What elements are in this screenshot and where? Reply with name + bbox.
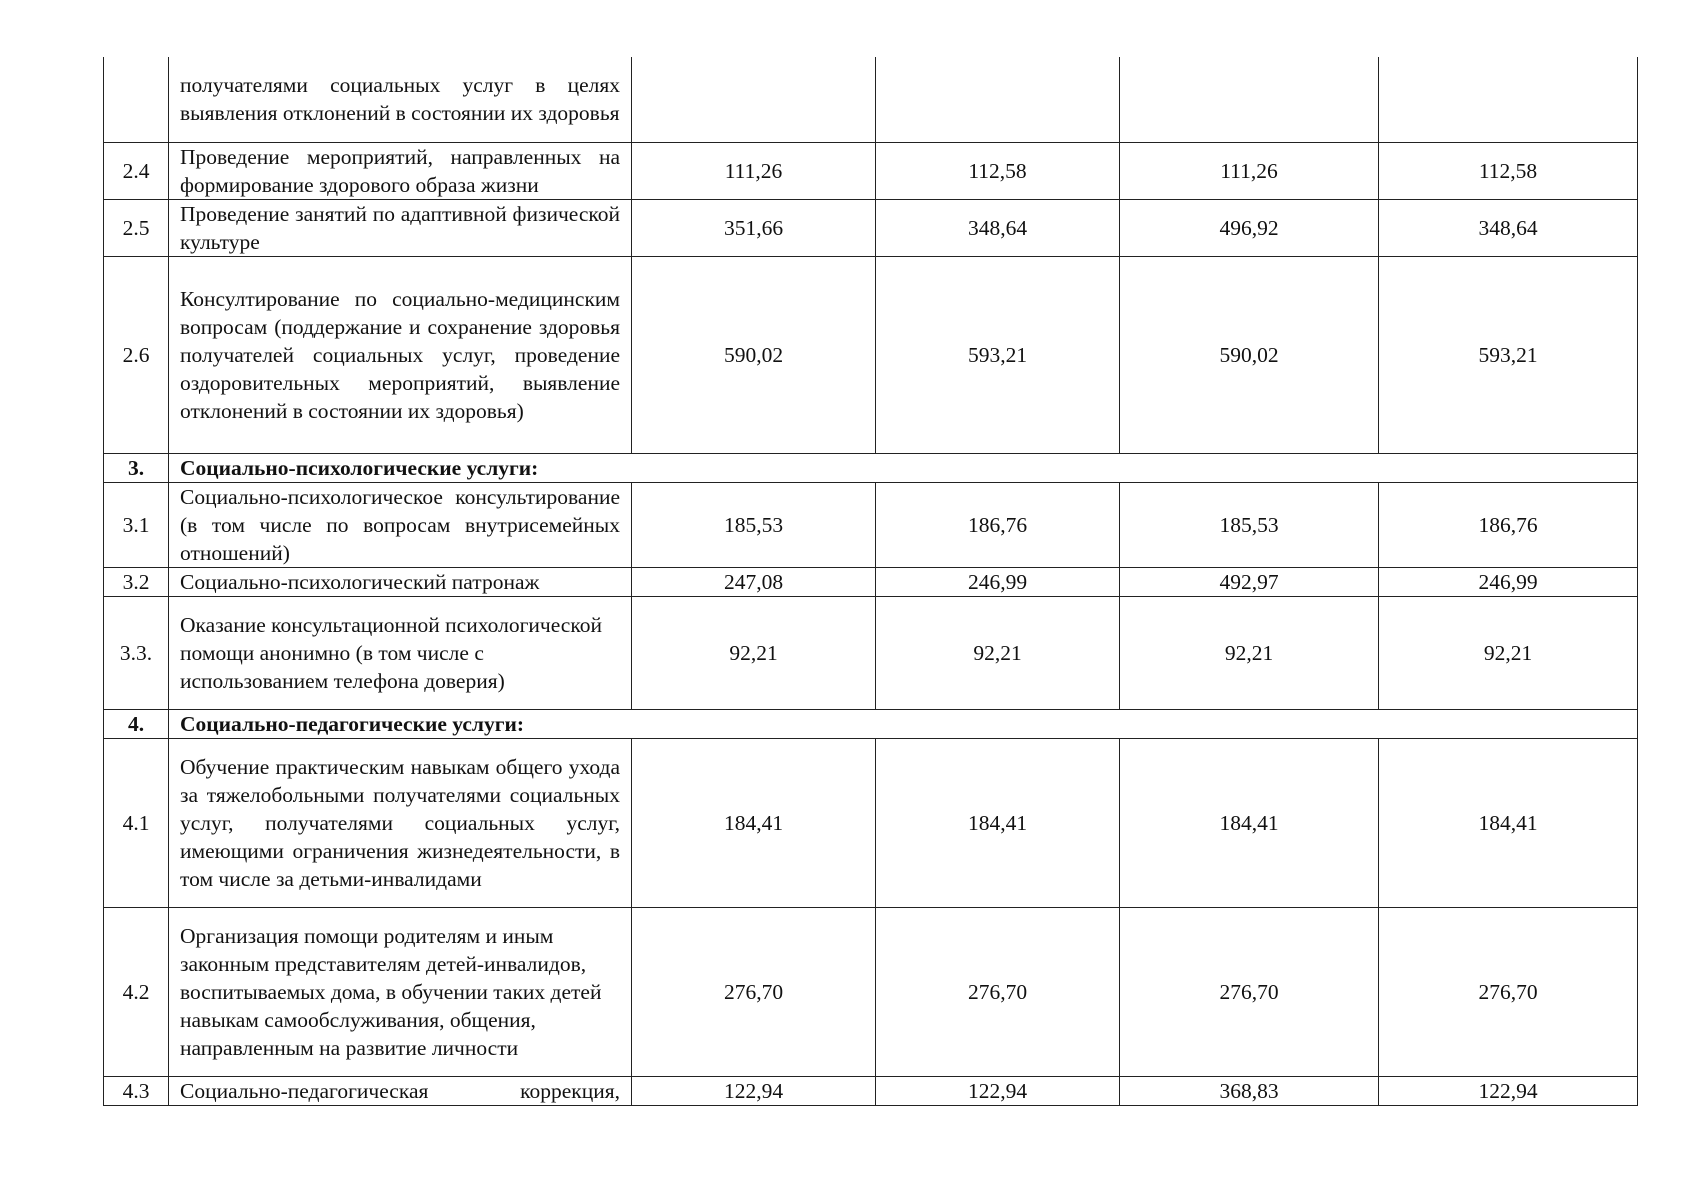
row-number: 3.3.: [104, 596, 169, 709]
service-name: получателями социальных услуг в целях выявления отклонений в состоянии их здоровья: [169, 57, 632, 142]
section-number: 4.: [104, 709, 169, 738]
value-cell: 492,97: [1120, 567, 1379, 596]
value-cell: 184,41: [1120, 738, 1379, 907]
table-row: [104, 567, 1638, 596]
value-cell: [1379, 57, 1638, 142]
value-cell: 348,64: [876, 199, 1120, 256]
value-cell: [632, 57, 876, 142]
value-cell: 111,26: [632, 142, 876, 199]
row-number: 3.1: [104, 482, 169, 567]
service-name: Проведение мероприятий, направленных на формирование здорового образа жизни: [169, 142, 632, 199]
row-number: 4.2: [104, 907, 169, 1076]
value-cell: 184,41: [632, 738, 876, 907]
value-cell: 348,64: [1379, 199, 1638, 256]
value-cell: 590,02: [1120, 256, 1379, 453]
service-name: Социально-педагогическая коррекция,: [169, 1076, 632, 1105]
value-cell: 246,99: [1379, 567, 1638, 596]
value-cell: 185,53: [1120, 482, 1379, 567]
value-cell: 246,99: [876, 567, 1120, 596]
value-cell: 122,94: [1379, 1076, 1638, 1105]
table-row: [104, 482, 1638, 567]
value-cell: 122,94: [632, 1076, 876, 1105]
value-cell: 184,41: [876, 738, 1120, 907]
value-cell: 186,76: [1379, 482, 1638, 567]
service-name: Социально-психологический патронаж: [169, 567, 632, 596]
row-number: 2.4: [104, 142, 169, 199]
service-name: Оказание консультационной психологической помощи анонимно (в том числе с использованием телефона доверия): [169, 596, 632, 709]
section-title: Социально-педагогические услуги:: [169, 709, 1638, 738]
service-name: Консултирование по социально-медицинским вопросам (поддержание и сохранение здоровья получателей социальных услуг, проведение оздоровительных мероприятий, выявление отклонений в состоянии их здоровья): [169, 256, 632, 453]
row-number: 3.2: [104, 567, 169, 596]
value-cell: 276,70: [1379, 907, 1638, 1076]
value-cell: 593,21: [876, 256, 1120, 453]
service-name: Социально-психологическое консультирование (в том числе по вопросам внутрисемейных отношений): [169, 482, 632, 567]
value-cell: 368,83: [1120, 1076, 1379, 1105]
section-title: Социально-психологические услуги:: [169, 453, 1638, 482]
value-cell: 92,21: [632, 596, 876, 709]
value-cell: 122,94: [876, 1076, 1120, 1105]
table-row: [104, 57, 1638, 142]
value-cell: 276,70: [632, 907, 876, 1076]
service-name: Обучение практическим навыкам общего ухода за тяжелобольными получателями социальных услуг, получателями социальных услуг, имеющими ограничения жизнедеятельности, в том числе за детьми-инвалидами: [169, 738, 632, 907]
value-cell: 92,21: [1379, 596, 1638, 709]
row-number: 2.6: [104, 256, 169, 453]
value-cell: 111,26: [1120, 142, 1379, 199]
value-cell: 92,21: [876, 596, 1120, 709]
table-row: [104, 907, 1638, 1076]
value-cell: [876, 57, 1120, 142]
value-cell: 92,21: [1120, 596, 1379, 709]
value-cell: 590,02: [632, 256, 876, 453]
value-cell: 185,53: [632, 482, 876, 567]
value-cell: 351,66: [632, 199, 876, 256]
tariff-table: [103, 57, 1638, 1106]
row-number: 4.3: [104, 1076, 169, 1105]
value-cell: 276,70: [876, 907, 1120, 1076]
value-cell: [1120, 57, 1379, 142]
table-row: [104, 199, 1638, 256]
value-cell: 276,70: [1120, 907, 1379, 1076]
table-row: [104, 142, 1638, 199]
value-cell: 247,08: [632, 567, 876, 596]
value-cell: 112,58: [1379, 142, 1638, 199]
row-number: [104, 57, 169, 142]
service-name: Проведение занятий по адаптивной физической культуре: [169, 199, 632, 256]
value-cell: 593,21: [1379, 256, 1638, 453]
table-row: [104, 596, 1638, 709]
value-cell: 496,92: [1120, 199, 1379, 256]
table-row: [104, 256, 1638, 453]
value-cell: 186,76: [876, 482, 1120, 567]
row-number: 2.5: [104, 199, 169, 256]
section-number: 3.: [104, 453, 169, 482]
row-number: 4.1: [104, 738, 169, 907]
table-row: [104, 1076, 1638, 1105]
section-row: [104, 709, 1638, 738]
section-row: [104, 453, 1638, 482]
value-cell: 184,41: [1379, 738, 1638, 907]
value-cell: 112,58: [876, 142, 1120, 199]
service-name: Организация помощи родителям и иным законным представителям детей-инвалидов, воспитываемых дома, в обучении таких детей навыкам самообслуживания, общения, направленным на развитие личности: [169, 907, 632, 1076]
table-row: [104, 738, 1638, 907]
